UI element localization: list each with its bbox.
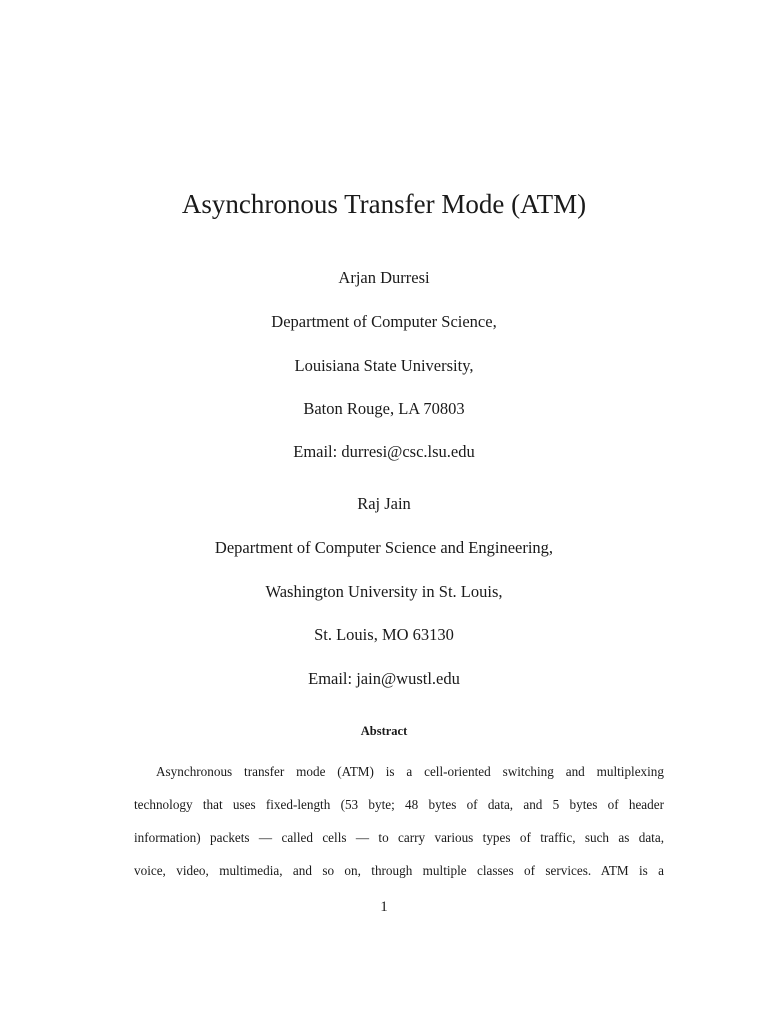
- author-email: Email: durresi@csc.lsu.edu: [293, 442, 475, 461]
- author-email: Email: jain@wustl.edu: [308, 669, 460, 688]
- author-university: Washington University in St. Louis,: [265, 582, 503, 601]
- abstract-heading: Abstract: [360, 724, 408, 738]
- author-department: Department of Computer Science and Engineering,: [214, 538, 554, 557]
- page-number: 1: [380, 899, 388, 915]
- abstract-line: technology that uses fixed-length (53 byte; 48 bytes of data, and 5 bytes of header: [134, 797, 664, 812]
- paper-title: Asynchronous Transfer Mode (ATM): [181, 189, 587, 219]
- author-department: Department of Computer Science,: [271, 312, 497, 331]
- abstract-line: Asynchronous transfer mode (ATM) is a cell-oriented switching and multiplexing: [156, 764, 664, 779]
- abstract-line: voice, video, multimedia, and so on, through multiple classes of services. ATM is a: [134, 863, 664, 878]
- abstract-line: information) packets — called cells — to carry various types of traffic, such as data,: [134, 830, 664, 845]
- author-address: St. Louis, MO 63130: [314, 625, 454, 644]
- author-address: Baton Rouge, LA 70803: [303, 399, 465, 418]
- author-name: Arjan Durresi: [338, 268, 430, 287]
- author-university: Louisiana State University,: [294, 356, 474, 375]
- author-name: Raj Jain: [357, 494, 411, 513]
